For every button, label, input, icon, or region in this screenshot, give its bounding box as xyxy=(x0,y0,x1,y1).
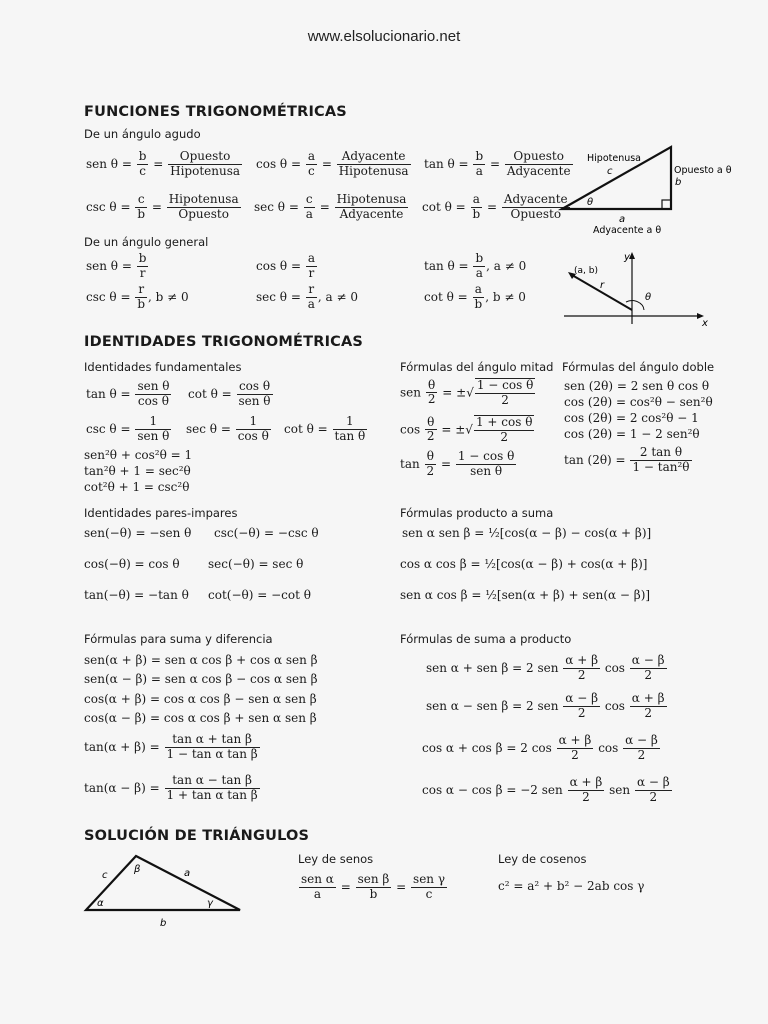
label-adyacente: Adyacente a θ xyxy=(593,225,662,236)
num: α − β xyxy=(636,775,670,789)
den: r xyxy=(139,265,146,280)
den: 2 xyxy=(644,667,652,682)
num: sen γ xyxy=(413,872,446,886)
fraction xyxy=(299,873,336,902)
mid: sen xyxy=(609,782,631,797)
sum-diff-cos-plus: cos(α + β) = cos α cos β − sen α sen β xyxy=(84,692,317,706)
den: Adyacente xyxy=(506,163,571,178)
fraction xyxy=(137,252,149,281)
fraction xyxy=(425,416,437,445)
formula-csc-general xyxy=(86,283,189,312)
formula-sen-acute: sen θ = $\frac{b}{c}$ = Opuesto Hipotenusa xyxy=(86,149,241,178)
label-y: y xyxy=(624,252,630,263)
num: a xyxy=(307,251,315,265)
den: 2 xyxy=(649,789,658,804)
double-angle-tan xyxy=(564,446,693,475)
den: c xyxy=(139,163,146,178)
formula-cos-acute: cos θ = $\frac{a}{c}$ = Adyacente Hipotenusa xyxy=(256,149,409,178)
fraction xyxy=(167,193,241,222)
den: b xyxy=(472,206,481,221)
identity-pythagorean-2: tan²θ + 1 = sec²θ xyxy=(84,464,191,478)
label-b: b xyxy=(160,918,167,929)
section-title-triangulos: SOLUCIÓN DE TRIÁNGULOS xyxy=(84,828,310,844)
fraction xyxy=(165,774,260,803)
condition: , a ≠ 0 xyxy=(317,289,358,304)
num: sen α xyxy=(301,872,334,886)
den: sen θ xyxy=(238,393,271,408)
oblique-triangle-diagram xyxy=(80,848,250,930)
fraction xyxy=(456,450,516,479)
fraction xyxy=(137,150,149,179)
den: 2 xyxy=(426,463,435,478)
den: Opuesto xyxy=(510,206,562,221)
fraction xyxy=(471,193,483,222)
lhs: sec θ = xyxy=(256,289,301,304)
num: θ xyxy=(425,416,437,431)
double-angle-cos-1: cos (2θ) = cos²θ − sen²θ xyxy=(564,395,713,409)
lhs: tan(α + β) = xyxy=(84,739,160,754)
lhs: tan θ = xyxy=(424,156,469,171)
even-odd-csc: csc(−θ) = −csc θ xyxy=(214,526,319,540)
formula-cot-acute: cot θ = $\frac{a}{b}$ = Adyacente Opuesto xyxy=(422,192,568,221)
fraction xyxy=(425,450,437,479)
den: b xyxy=(137,206,146,221)
general-angle-diagram xyxy=(560,250,720,330)
lhs: sen α − sen β = 2 sen xyxy=(426,698,559,713)
den: 2 xyxy=(427,392,436,407)
lhs: tan θ = xyxy=(424,258,469,273)
formula-tan-general xyxy=(424,252,526,281)
num: Opuesto xyxy=(505,150,573,165)
num: α + β xyxy=(558,733,592,747)
fraction xyxy=(630,654,667,683)
den: 2 xyxy=(426,429,435,444)
subheading-suma-diferencia: Fórmulas para suma y diferencia xyxy=(84,632,273,646)
fraction xyxy=(236,415,271,444)
subheading-ley-cosenos: Ley de cosenos xyxy=(498,852,587,866)
lhs: cos θ = xyxy=(256,156,302,171)
fraction xyxy=(304,193,315,222)
num: r xyxy=(306,283,317,298)
den: b xyxy=(369,886,378,901)
lhs: tan(α − β) = xyxy=(84,780,160,795)
num: Hipotenusa xyxy=(336,192,407,206)
subheading-angulo-doble: Fórmulas del ángulo doble xyxy=(562,360,715,374)
num: Opuesto xyxy=(168,150,242,165)
sum-diff-tan-plus xyxy=(84,733,261,762)
den: a xyxy=(307,296,315,311)
num: a xyxy=(473,283,485,298)
den: Adyacente xyxy=(339,206,404,221)
formula-sec-acute: sec θ = $\frac{c}{a}$ = Hipotenusa Adyacente xyxy=(254,192,407,221)
sum-diff-sen-minus: sen(α − β) = sen α cos β − cos α sen β xyxy=(84,672,318,686)
even-odd-sec: sec(−θ) = sec θ xyxy=(208,557,304,571)
subheading-suma-a-producto: Fórmulas de suma a producto xyxy=(400,632,572,646)
formula-cot-general xyxy=(424,283,526,312)
section-title-funciones: FUNCIONES TRIGONOMÉTRICAS xyxy=(84,104,347,120)
num: 1 + cos θ xyxy=(475,415,533,429)
identity-pythagorean-3: cot²θ + 1 = csc²θ xyxy=(84,480,190,494)
radicand-fraction xyxy=(475,378,535,408)
den: c xyxy=(425,886,433,901)
formula-sec-general xyxy=(256,283,358,312)
triangle-shape xyxy=(86,856,240,910)
formula-cos-general xyxy=(256,252,318,281)
identity-sec: sec θ = $\frac{1}{\text{cos θ}}$ xyxy=(186,414,269,443)
law-of-cosines: c² = a² + b² − 2ab cos γ xyxy=(498,879,645,893)
identity-tan: tan θ = sen θ cos θ xyxy=(86,379,170,408)
den: 2 xyxy=(577,705,586,720)
label-a: a xyxy=(184,868,191,879)
num: α − β xyxy=(631,653,665,667)
num: tan α − tan β xyxy=(165,774,260,789)
identity-csc: csc θ = 1 sen θ xyxy=(86,414,170,443)
fraction xyxy=(335,193,409,222)
den: b xyxy=(474,296,483,311)
subheading-angulo-general: De un ángulo general xyxy=(84,235,209,249)
subheading-fundamentales: Identidades fundamentales xyxy=(84,360,242,374)
fraction xyxy=(135,283,147,312)
den: a xyxy=(305,206,313,221)
label-point: (a, b) xyxy=(574,266,598,276)
label-b: b xyxy=(675,177,682,188)
even-odd-tan: tan(−θ) = −tan θ xyxy=(84,588,189,602)
num: α − β xyxy=(625,733,658,747)
num: sen β xyxy=(357,872,390,886)
den: sen θ xyxy=(137,428,170,443)
subheading-angulo-mitad: Fórmulas del ángulo mitad xyxy=(400,360,554,374)
den: a xyxy=(475,265,483,280)
lhs: cot θ = xyxy=(422,199,466,214)
label-r: r xyxy=(600,280,605,291)
lhs: cos α + cos β = 2 cos xyxy=(422,740,552,755)
den: b xyxy=(137,296,146,311)
fraction xyxy=(563,654,600,683)
num: 1 xyxy=(333,415,368,430)
sum-diff-tan-minus xyxy=(84,774,261,803)
product-to-sum-3: sen α cos β = ½[sen(α + β) + sen(α − β)] xyxy=(400,588,651,602)
num: b xyxy=(475,149,484,163)
fraction xyxy=(135,380,171,409)
fraction xyxy=(557,734,594,763)
half-angle-tan: tan $\frac{\theta}{2}$ = 1 − cos θ sen θ xyxy=(400,449,515,478)
fraction xyxy=(306,252,317,281)
right-angle-mark xyxy=(662,200,671,209)
num: b xyxy=(138,251,147,265)
fraction xyxy=(337,150,411,179)
sum-to-product-2 xyxy=(426,692,668,721)
num: α − β xyxy=(565,691,599,705)
lhs: csc θ = xyxy=(86,199,131,214)
law-of-sines: sen α a = sen β b = sen γ c xyxy=(301,872,446,901)
num: θ xyxy=(425,450,437,465)
fraction xyxy=(165,733,260,762)
label-gamma: γ xyxy=(207,898,213,909)
num: Adyacente xyxy=(503,192,568,206)
num: c xyxy=(304,193,315,208)
den: c xyxy=(308,163,315,178)
num: 1 xyxy=(236,415,271,430)
num: 1 − cos θ xyxy=(476,378,534,392)
lhs: tan (2θ) = xyxy=(564,452,626,467)
den: 2 xyxy=(582,789,590,804)
den: 2 xyxy=(501,392,509,407)
num: α + β xyxy=(631,691,665,705)
label-c: c xyxy=(607,166,613,177)
den: 1 − tan²θ xyxy=(632,459,690,474)
fraction xyxy=(237,380,273,409)
den: Hipotenusa xyxy=(338,163,409,178)
label-hipotenusa: Hipotenusa xyxy=(587,153,642,164)
fraction xyxy=(623,734,660,763)
num: Adyacente xyxy=(337,150,411,165)
den: 2 xyxy=(577,667,586,682)
fraction xyxy=(168,150,242,179)
lhs: cos θ = xyxy=(256,258,302,273)
fraction xyxy=(135,193,147,222)
mid: cos xyxy=(604,698,625,713)
subheading-producto-a-suma: Fórmulas producto a suma xyxy=(400,506,554,520)
identity-cot-tan: cot θ = $\frac{1}{\text{tan θ}}$ xyxy=(284,414,366,443)
num: α + β xyxy=(565,653,599,667)
sum-diff-cos-minus: cos(α − β) = cos α cos β + sen α sen β xyxy=(84,711,317,725)
fraction xyxy=(411,873,447,902)
fraction xyxy=(630,692,667,721)
even-odd-cot: cot(−θ) = −cot θ xyxy=(208,588,311,602)
label-beta: β xyxy=(134,864,141,875)
den: r xyxy=(308,265,315,280)
double-angle-sen: sen (2θ) = 2 sen θ cos θ xyxy=(564,379,710,393)
fraction xyxy=(333,415,368,444)
label-x: x xyxy=(702,318,708,329)
lhs: cot θ = xyxy=(424,289,468,304)
lhs: cos α − cos β = −2 sen xyxy=(422,782,563,797)
num: tan α + tan β xyxy=(165,733,260,748)
double-angle-cos-2: cos (2θ) = 2 cos²θ − 1 xyxy=(564,411,699,425)
lhs: csc θ = xyxy=(86,289,131,304)
fraction xyxy=(306,150,317,179)
label-c: c xyxy=(102,870,108,881)
half-angle-sen: sen $\frac{\theta}{2}$ = ±√ $\frac{\text{1 − cos θ}}{2}$ xyxy=(400,377,534,407)
product-to-sum-2: cos α cos β = ½[cos(α − β) + cos(α + β)] xyxy=(400,557,648,571)
site-url: www.elsolucionario.net xyxy=(307,28,461,45)
section-title-identidades: IDENTIDADES TRIGONOMÉTRICAS xyxy=(84,334,364,350)
den: 1 − tan α tan β xyxy=(166,746,258,761)
product-to-sum-1: sen α sen β = ½[cos(α − β) − cos(α + β)] xyxy=(402,526,652,540)
even-odd-sen: sen(−θ) = −sen θ xyxy=(84,526,192,540)
fraction xyxy=(473,150,485,179)
num: r xyxy=(135,283,147,298)
den: 1 + tan α tan β xyxy=(166,787,258,802)
num: sen θ xyxy=(137,379,170,393)
formula-csc-acute: csc θ = $\frac{c}{b}$ = Hipotenusa Opuesto xyxy=(86,192,239,221)
num: a xyxy=(307,149,315,163)
right-triangle-diagram xyxy=(555,143,735,238)
fraction xyxy=(306,283,317,312)
num: θ xyxy=(426,379,438,394)
fraction xyxy=(635,776,672,805)
even-odd-cos: cos(−θ) = cos θ xyxy=(84,557,180,571)
fraction xyxy=(568,776,605,805)
lhs: sec θ = xyxy=(254,199,299,214)
num: b xyxy=(138,149,147,163)
sum-diff-sen-plus: sen(α + β) = sen α cos β + cos α sen β xyxy=(84,653,318,667)
den: tan θ xyxy=(334,428,366,443)
identity-cot: cot θ = cos θ sen θ xyxy=(188,379,271,408)
fraction xyxy=(630,446,691,475)
den: a xyxy=(475,163,483,178)
den: cos θ xyxy=(237,428,269,443)
label-theta: θ xyxy=(587,197,594,208)
condition: , b ≠ 0 xyxy=(485,289,526,304)
num: c xyxy=(135,193,147,208)
mid: cos xyxy=(604,660,625,675)
formula-tan-acute: tan θ = $\frac{b}{a}$ = Opuesto Adyacente xyxy=(424,149,571,178)
subheading-ley-senos: Ley de senos xyxy=(298,852,374,866)
formula-sen-general xyxy=(86,252,149,281)
den: Opuesto xyxy=(178,206,229,221)
label-theta: θ xyxy=(645,292,652,303)
den: 2 xyxy=(637,747,646,762)
fraction xyxy=(473,252,485,281)
num: Hipotenusa xyxy=(168,192,239,206)
half-angle-cos: cos $\frac{\theta}{2}$ = ±√ $\frac{\text{1 + cos θ}}{2}$ xyxy=(400,414,533,444)
label-a: a xyxy=(619,214,626,225)
num: a xyxy=(471,193,483,208)
den: 2 xyxy=(571,747,579,762)
radicand-fraction xyxy=(474,415,534,445)
fraction xyxy=(135,415,171,444)
label-alpha: α xyxy=(97,898,104,909)
den: 2 xyxy=(644,705,652,720)
lhs: sen θ = xyxy=(86,258,132,273)
fraction xyxy=(356,873,392,902)
condition: , a ≠ 0 xyxy=(486,258,527,273)
sum-to-product-1 xyxy=(426,654,668,683)
num: 1 xyxy=(135,415,171,430)
num: b xyxy=(475,251,484,265)
condition: , b ≠ 0 xyxy=(148,289,189,304)
subheading-pares-impares: Identidades pares-impares xyxy=(84,506,238,520)
num: cos θ xyxy=(237,380,273,395)
identity-pythagorean-1: sen²θ + cos²θ = 1 xyxy=(84,448,193,462)
mid: cos xyxy=(598,740,619,755)
fraction xyxy=(473,283,485,312)
den: sen θ xyxy=(470,463,503,478)
lhs: sen α + sen β = 2 sen xyxy=(426,660,559,675)
fraction xyxy=(426,379,438,408)
den: cos θ xyxy=(137,393,170,408)
sum-to-product-3 xyxy=(422,734,661,763)
double-angle-cos-3: cos (2θ) = 1 − 2 sen²θ xyxy=(564,427,700,441)
den: Hipotenusa xyxy=(170,163,241,178)
fraction xyxy=(563,692,600,721)
sum-to-product-4 xyxy=(422,776,673,805)
num: 2 tan θ xyxy=(630,446,691,461)
subheading-angulo-agudo: De un ángulo agudo xyxy=(84,127,201,141)
lhs: sen θ = xyxy=(86,156,132,171)
den: 2 xyxy=(500,429,508,444)
den: a xyxy=(313,886,322,901)
num: 1 − cos θ xyxy=(457,449,515,463)
num: α + β xyxy=(569,775,603,789)
label-opuesto: Opuesto a θ xyxy=(674,165,732,176)
